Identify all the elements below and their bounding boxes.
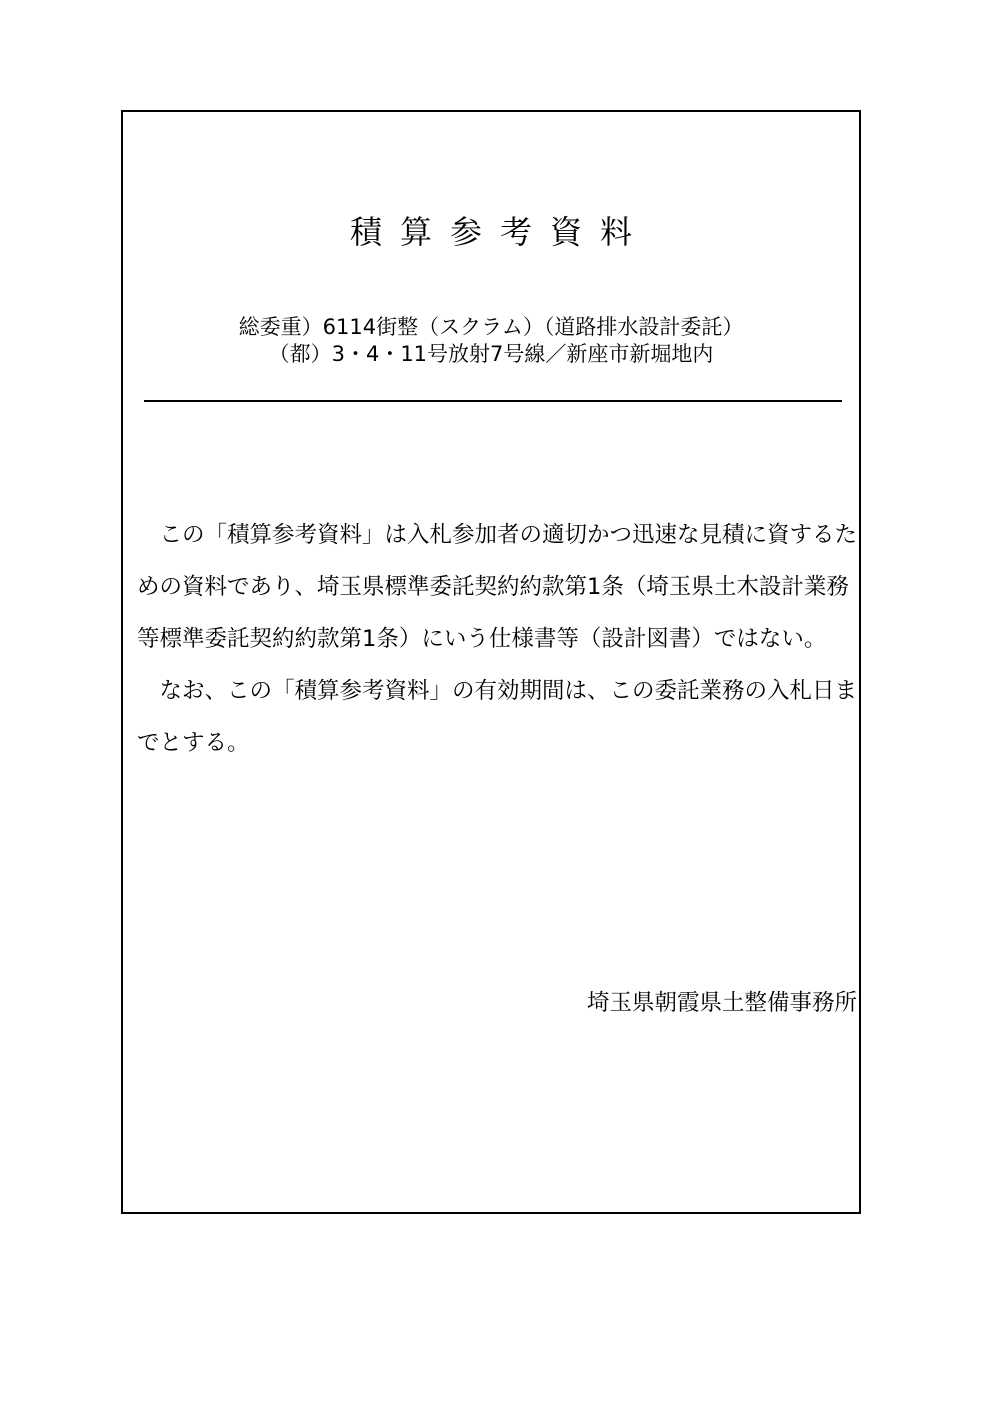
notice-paragraph-2: なお、この「積算参考資料」の有効期間は、この委託業務の入札日までとする。 (137, 678, 858, 756)
issuing-organization: 埼玉県朝霞県土整備事務所 (586, 990, 857, 1016)
project-name-line1: 総委重）6114街整（スクラム）（道路排水設計委託） (238, 315, 744, 339)
document-title: 積算参考資料 (349, 213, 650, 251)
notice-body (137, 509, 859, 769)
horizontal-divider (144, 400, 842, 402)
notice-paragraph-1: この「積算参考資料」は入札参加者の適切かつ迅速な見積に資するための資料であり、埼玉県標準委託契約約款第1条（埼玉県土木設計業務等標準委託契約約款第1条）にいう仕様書等（設計図書）ではない。 (137, 522, 858, 652)
project-name-line2: （都）3・4・11号放射7号線／新座市新堀地内 (268, 342, 714, 366)
document-frame (121, 110, 861, 1214)
